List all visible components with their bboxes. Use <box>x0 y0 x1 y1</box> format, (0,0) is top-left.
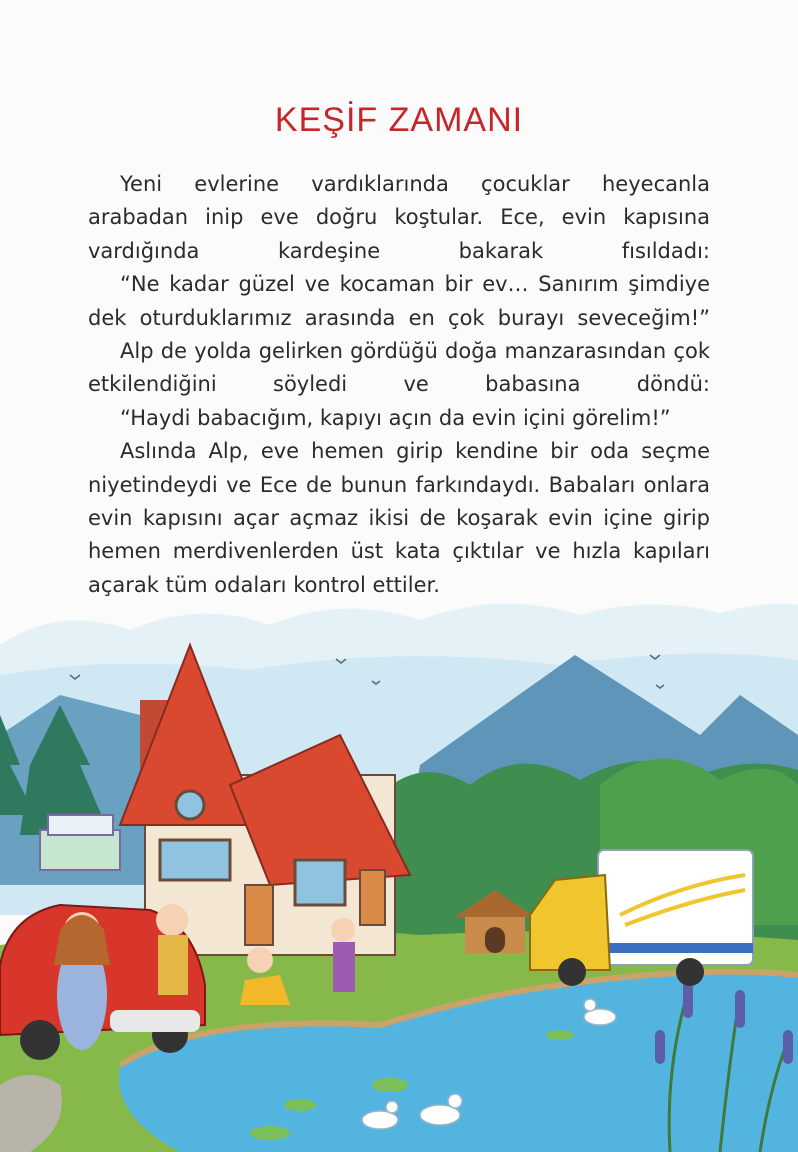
landscape-illustration <box>0 585 798 1152</box>
illustration <box>0 585 798 1152</box>
paragraph: Alp de yolda gelirken gördüğü doğa manzarasından çok etkilendiğini söyledi ve babasına döndü: <box>88 339 710 397</box>
page-title: KEŞİF ZAMANI <box>274 100 524 139</box>
paragraph: Aslında Alp, eve hemen girip kendine bir oda seçme niyetindeydi ve Ece de bunun farkındaydı. Babaları onlara evin kapısını açar açmaz ikisi de koşarak evin içine girip hemen merdivenlerden üst kata çıktılar ve hızla kapıları açarak tüm odaları kontrol ettiler. <box>88 439 710 597</box>
story-text <box>88 168 710 602</box>
paragraph: “Ne kadar güzel ve kocaman bir ev… Sanırım şimdiye dek oturduklarımız arasında en çok burayı seveceğim!” <box>88 272 710 330</box>
paragraph: Yeni evlerine vardıklarında çocuklar heyecanla arabadan inip eve doğru koştular. Ece, evin kapısına vardığında kardeşine bakarak fısıldadı: <box>88 172 710 263</box>
paragraph: “Haydi babacığım, kapıyı açın da evin içini görelim!” <box>120 405 671 430</box>
